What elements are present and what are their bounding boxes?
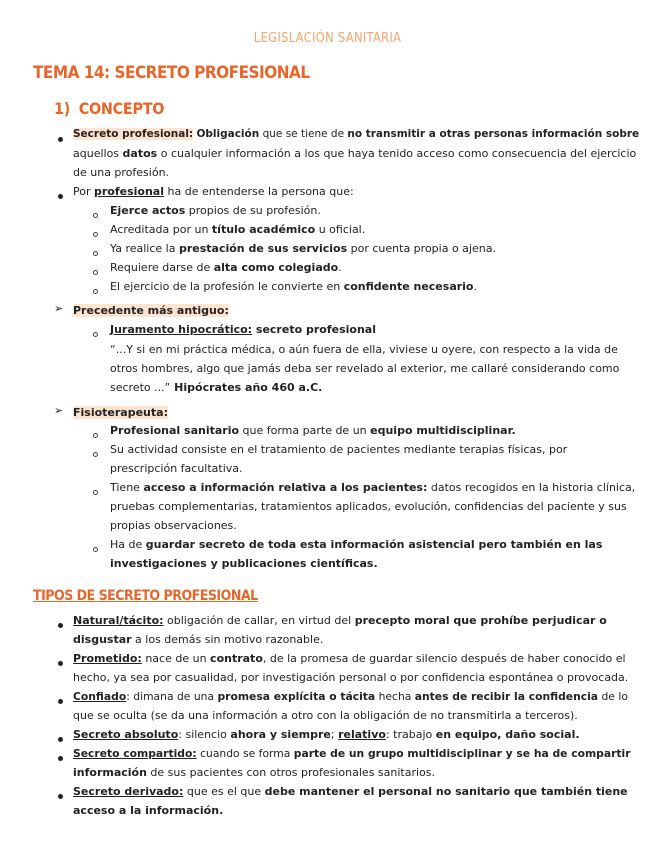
list-item: Secreto derivado: que es el que debe mantener el personal no sanitario que también tiene xyxy=(73,785,628,798)
bullet-circle-icon xyxy=(93,208,98,221)
bullet-dot-icon xyxy=(58,751,63,764)
list-item-cont: acceso a la información. xyxy=(73,804,224,817)
sub-list-item-cont: pruebas complementarias, tratamientos aplicados, evolución, confidencias del paciente y sus xyxy=(110,500,627,513)
section-number: 1) xyxy=(54,99,70,118)
bullet-circle-icon xyxy=(93,542,98,555)
list-item-cont: aquellos datos o cualquier información a los que haya tenido acceso como consecuencia del ejercicio xyxy=(73,147,637,160)
list-item: Prometido: nace de un contrato, de la promesa de guardar silencio después de haber conocido el xyxy=(73,652,626,665)
bullet-circle-icon xyxy=(93,265,98,278)
sub-list-item-cont: investigaciones y publicaciones científicas. xyxy=(110,557,378,570)
bullet-dot-icon xyxy=(58,694,63,707)
sub-list-item: El ejercicio de la profesión le convierte en confidente necesario. xyxy=(110,280,477,293)
sub-list-item-cont: prescripción facultativa. xyxy=(110,462,243,475)
list-item: Secreto profesional: Obligación que se tiene de no transmitir a otras personas información sobre xyxy=(73,128,640,140)
sub-list-item: Profesional sanitario que forma parte de un equipo multidisciplinar. xyxy=(110,424,516,437)
sub-list-item: Acreditada por un título académico u oficial. xyxy=(110,223,366,236)
bullet-dot-icon xyxy=(58,732,63,745)
list-item: Secreto compartido: cuando se forma parte de un grupo multidisciplinar y se ha de compartir xyxy=(73,747,631,760)
section-heading xyxy=(54,99,164,118)
sub-list-item: Requiere darse de alta como colegiado. xyxy=(110,261,342,274)
list-item-cont: disgustar a los demás sin motivo razonable. xyxy=(73,633,324,646)
topic-title: TEMA 14: SECRETO PROFESIONAL xyxy=(33,63,310,83)
bullet-dot-icon xyxy=(58,132,63,145)
list-item-cont: de una profesión. xyxy=(73,166,170,179)
bullet-circle-icon xyxy=(93,428,98,441)
sub-list-item: Juramento hipocrático: secreto profesional xyxy=(110,323,376,336)
list-item-cont: que se oculta (se da una información a otro con la obligación de no transmitirla a terceros). xyxy=(73,709,578,722)
sub-list-item: Tiene acceso a información relativa a los pacientes: datos recogidos en la historia clínica, xyxy=(110,481,636,494)
bullet-circle-icon xyxy=(93,284,98,297)
list-item: Secreto absoluto: silencio ahora y siempre; relativo: trabajo en equipo, daño social. xyxy=(73,728,580,741)
arrow-bullet-icon: ➢ xyxy=(54,404,64,417)
quote-line: secreto ...” Hipócrates año 460 a.C. xyxy=(110,381,323,394)
bullet-dot-icon xyxy=(58,189,63,202)
quote-line: otros hombres, algo que jamás deba ser revelado al exterior, me callaré considerando como xyxy=(110,362,620,375)
list-item: Por profesional ha de entenderse la persona que: xyxy=(73,185,354,198)
bullet-circle-icon xyxy=(93,327,98,340)
sub-list-item: Ya realice la prestación de sus servicios por cuenta propia o ajena. xyxy=(110,242,496,255)
precedente-label: Precedente más antiguo: xyxy=(73,304,229,317)
sub-list-item: Su actividad consiste en el tratamiento de pacientes mediante terapias físicas, por xyxy=(110,443,568,456)
bullet-circle-icon xyxy=(93,227,98,240)
page-header: LEGISLACIÓN SANITARIA xyxy=(253,31,402,46)
bullet-dot-icon xyxy=(58,656,63,669)
quote-line: “...Y si en mi práctica médica, o aún fuera de ella, viviese u oyere, con respecto a la vida de xyxy=(110,343,618,356)
list-item: Natural/tácito: obligación de callar, en virtud del precepto moral que prohíbe perjudicar o xyxy=(73,614,607,627)
bullet-circle-icon xyxy=(93,485,98,498)
list-item: Confiado: dimana de una promesa explícita o tácita hecha antes de recibir la confidencia de lo xyxy=(73,690,628,703)
bullet-circle-icon xyxy=(93,246,98,259)
sub-list-item-cont: propias observaciones. xyxy=(110,519,237,532)
section-label: CONCEPTO xyxy=(78,99,165,118)
sub-list-item: Ejerce actos propios de su profesión. xyxy=(110,204,321,217)
arrow-bullet-icon: ➢ xyxy=(54,302,64,315)
tipos-heading: TIPOS DE SECRETO PROFESIONAL xyxy=(33,588,258,604)
bullet-circle-icon xyxy=(93,447,98,460)
bullet-dot-icon xyxy=(58,618,63,631)
list-item-cont: información de sus pacientes con otros profesionales sanitarios. xyxy=(73,766,436,779)
bullet-dot-icon xyxy=(58,789,63,802)
sub-list-item: Ha de guardar secreto de toda esta información asistencial pero también en las xyxy=(110,538,603,551)
list-item-cont: hecho, ya sea por casualidad, por investigación personal o por confidencia espontánea o provocada. xyxy=(73,671,629,684)
fisio-label: Fisioterapeuta: xyxy=(73,406,168,419)
